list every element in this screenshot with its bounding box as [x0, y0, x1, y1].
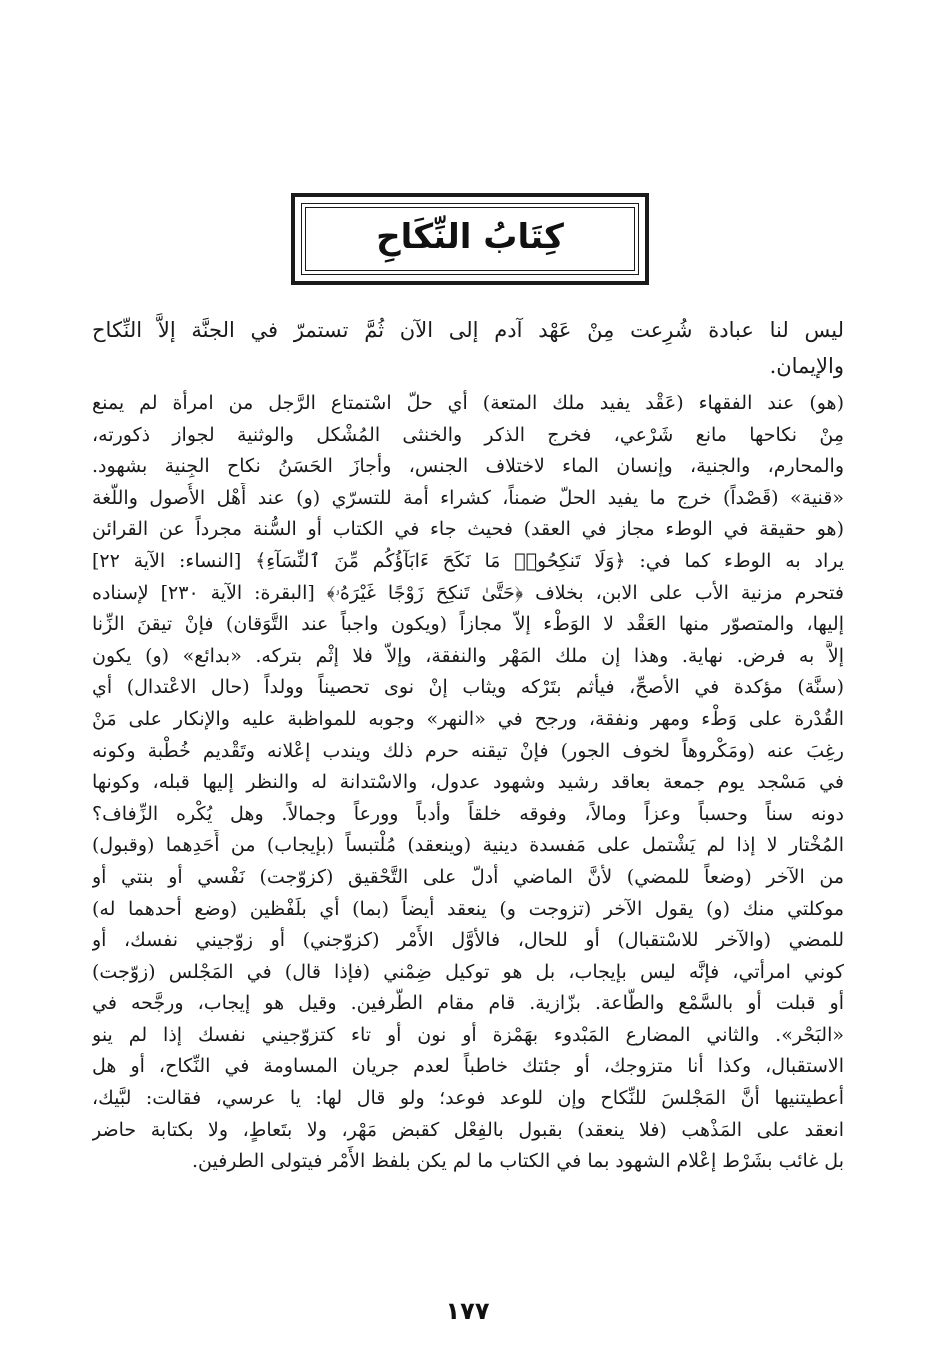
body-line: القُدْرة على وَطْء ومهر ونفقة، ورجح في «النهر» وجوبه للمواظبة عليه والإنكار على مَنْ [92, 707, 844, 730]
chapter-title: كِتَابُ النِّكَاحِ [376, 217, 564, 257]
body-line: انعقد على المَذْهب (فلا ينعقد) بقبول بالفِعْل كقبض مَهْر، ولا بتَعاطٍ، ولا بكتابة حاضر [92, 1118, 844, 1141]
intro-line: ليس لنا عبادة شُرِعت مِنْ عَهْد آدم إلى الآن ثُمَّ تستمرّ في الجنَّة إلاَّ النِّكاح [92, 318, 844, 342]
body-line: دونه سناً وحسباً وعزاً ومالاً، وفوقه خلقاً وأدباً وورعاً وجمالاً. وهل يُكْره الزِّفاف؟ [92, 802, 844, 825]
body-line: والمحارم، والجنية، وإنسان الماء لاختلاف الجنس، وأجازَ الحَسَنُ نكاح الجِنية بشهود. [92, 455, 844, 478]
body-line: المُخْتار لا إذا لم يَشْتمل على مَفسدة دينية (وينعقد) مُلْتبساً (بإيجاب) من أَحَدِهما (وقبول) [92, 834, 844, 857]
intro-line: والإيمان. [769, 354, 844, 378]
body-line: موكلتي منك (و) يقول الآخر (تزوجت و) ينعقد أيضاً (بما) أي بلَفْظين (وضع أحدهما له) [92, 897, 844, 920]
body-line: بل غائب بشَرْط إعْلام الشهود بما في الكتاب ما لم يكن بلفظ الأَمْر فيتولى الطرفين. [191, 1150, 844, 1173]
body-line: «قنية» (قَصْداً) خرج ما يفيد الحلّ ضمناً، كشراء أمة للتسرّي (و) عند أَهْل الأُصول واللُّغة [92, 486, 844, 509]
body-line: (هو حقيقة في الوطء مجاز في العقد) فحيث جاء في الكتاب أو السُّنة مجرداً عن القرائن [92, 518, 844, 541]
body-line: أعطيتنيها أنَّ المَجْلسَ للنِّكاح وإن للوعد فوعد؛ ولو قال لها: يا عرسي، فقالت: لبَّيك، [92, 1087, 844, 1110]
body-text [92, 312, 844, 1178]
body-line: كوني امرأتي، فإنَّه ليس بإيجاب، بل هو توكيل ضِمْني (فإذا قال) في المَجْلس (زوّجت) [92, 960, 844, 983]
body-line: إليها، والمتصوّر منها العَقْد لا الوَطْء إلاّ مجازاً (ويكون واجباً عند التَّوَقان) فإنْ تيقنَ الزِّنا [92, 613, 844, 636]
body-line: (هو) عند الفقهاء (عَقْد يفيد ملك المتعة) أي حلّ اسْتمتاع الرَّجل من امرأة لم يمنع [92, 392, 844, 414]
body-line: الاستقبال، وكذا أنا متزوجك، أو جئتك خاطباً لعدم جريان المساومة في النِّكاح، أو هل [92, 1055, 844, 1078]
body-line: «البَحْر». والثاني المضارع المَبْدوء بهَمْزة أو نون أو تاء كتزوّجيني نفسك إذا لم ينو [92, 1023, 844, 1046]
body-line: أو قبلت أو بالسَّمْع والطَّاعة. بزّازية. قام مقام الطَّرفين. وقيل هو إيجاب، ورجَّحه في [92, 992, 844, 1015]
chapter-title-frame [291, 193, 649, 285]
body-line: رغِبَ عنه (ومَكْروهاً لخوف الجور) فإنْ تيقنه حرم ذلك ويندب إعْلانه وتَقْديم خُطْبة وكونه [92, 739, 844, 762]
body-line: (سنَّة) مؤكدة في الأصحِّ، فيأثم بتَرْكه ويثاب إنْ نوى تحصيناً وولداً (حال الاعْتدال) أي [92, 676, 844, 699]
body-line: فتحرم مزنية الأب على الابن، بخلاف ﴿حَتَّىٰ تَنكِحَ زَوْجًا غَيْرَهُۥ﴾ [البقرة: الآية ٢٣٠] لإسناده [92, 581, 844, 604]
body-line: إلاَّ به فرض. نهاية. وهذا إن ملك المَهْر والنفقة، وإلاّ فلا إثْم بتركه. «بدائع» (و) يكون [92, 644, 844, 667]
page-number: ١٧٧ [445, 1297, 490, 1325]
body-line: مِنْ نكاحها مانع شَرْعي، فخرج الذكر والخنثى المُشْكل والوثنية لجواز ذكورته، [92, 423, 844, 446]
body-line: للمضي (والآخر للاسْتقبال) أو للحال، فالأوَّل الأَمْر (كزوّجني) أو زوّجيني نفسك، أو [92, 929, 844, 952]
body-line: من الآخر (وضعاً للمضي) لأنَّ الماضي أدلّ على التَّحْقيق (كزوّجت) نَفْسي أو بنتي أو [92, 865, 844, 888]
body-line: يراد به الوطء كما في: ﴿وَلَا تَنكِحُوا۟ مَا نَكَحَ ءَابَآؤُكُم مِّنَ ٱلنِّسَآءِ﴾ [النساء: الآية ٢٢] [92, 549, 844, 572]
body-line: في مَسْجد يوم جمعة بعاقد رشيد وشهود عدول، والاسْتدانة له والنظر إليها قبله، وكونها [92, 771, 844, 794]
